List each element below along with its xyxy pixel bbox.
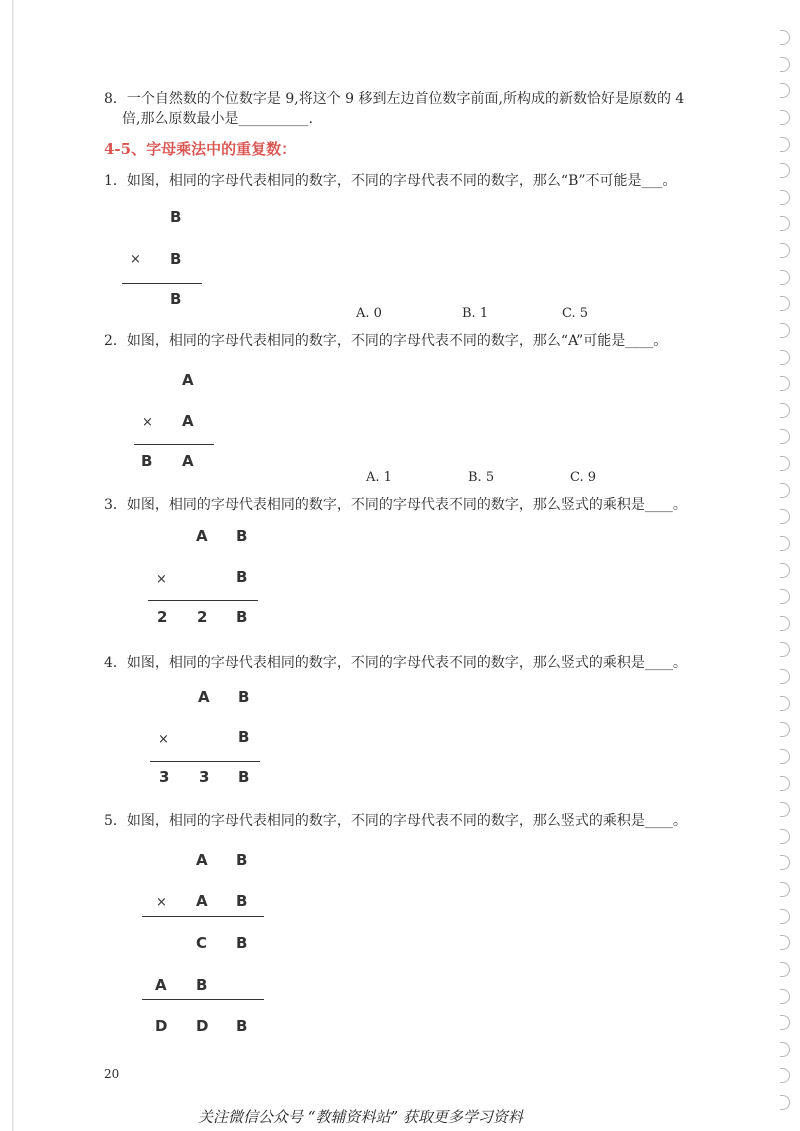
- problem-3-text: 3．如图，相同的字母代表相同的数字，不同的字母代表不同的数字，那么竖式的乘积是____。: [104, 497, 687, 513]
- binding-ring: [780, 989, 790, 1004]
- p2-times-sign: ×: [142, 415, 153, 430]
- p4-result-digit-3: B: [238, 768, 250, 786]
- p3-result-digit-3: B: [236, 608, 248, 626]
- p4-product-rule: [150, 761, 260, 762]
- problem-1-text: 1．如图，相同的字母代表相同的数字，不同的字母代表不同的数字，那么“B”不可能是___。: [104, 173, 677, 189]
- p2-product-rule: [134, 444, 214, 445]
- problem-2-text: 2．如图，相同的字母代表相同的数字，不同的字母代表不同的数字，那么“A”可能是____。: [104, 333, 668, 349]
- p1-option-b: B. 1: [462, 306, 489, 321]
- p3-times-sign: ×: [156, 572, 167, 587]
- p5-top-digit-2: B: [236, 851, 248, 869]
- binding-ring: [780, 642, 790, 657]
- binding-ring: [780, 296, 790, 311]
- section-title: 4-5、字母乘法中的重复数：: [104, 140, 297, 158]
- spiral-binding: [774, 30, 796, 1110]
- binding-ring: [780, 962, 790, 977]
- binding-ring: [780, 536, 790, 551]
- p3-multiplier-digit: B: [236, 568, 248, 586]
- binding-ring: [780, 589, 790, 604]
- p3-result-digit-2: 2: [197, 608, 208, 626]
- p5-multiplier-digit-2: B: [236, 892, 248, 910]
- p4-times-sign: ×: [158, 732, 169, 747]
- binding-ring: [780, 376, 790, 391]
- p4-top-digit-2: B: [238, 688, 250, 706]
- binding-ring: [780, 190, 790, 205]
- p1-multiplier-digit: B: [170, 250, 182, 268]
- p1-times-sign: ×: [130, 252, 141, 267]
- binding-ring: [780, 722, 790, 737]
- p2-multiplier-digit: A: [182, 412, 194, 430]
- binding-ring: [780, 323, 790, 338]
- p5-top-digit-1: A: [196, 851, 208, 869]
- binding-ring: [780, 483, 790, 498]
- binding-ring: [780, 855, 790, 870]
- binding-ring: [780, 403, 790, 418]
- p3-top-digit-1: A: [196, 527, 208, 545]
- problem-4-text: 4．如图，相同的字母代表相同的数字，不同的字母代表不同的数字，那么竖式的乘积是____。: [104, 655, 687, 671]
- binding-ring: [780, 1042, 790, 1057]
- p1-option-c: C. 5: [562, 306, 589, 321]
- page-number: 20: [104, 1067, 120, 1081]
- binding-ring: [780, 696, 790, 711]
- p5-partial2-digit-2: B: [196, 976, 208, 994]
- p5-sum-rule: [142, 999, 264, 1000]
- binding-ring: [780, 909, 790, 924]
- p2-result-digit-2: A: [182, 452, 194, 470]
- binding-ring: [780, 935, 790, 950]
- binding-ring: [780, 882, 790, 897]
- binding-ring: [780, 776, 790, 791]
- binding-ring: [780, 270, 790, 285]
- p3-product-rule: [148, 600, 258, 601]
- p4-top-digit-1: A: [198, 688, 210, 706]
- p2-option-b: B. 5: [468, 470, 495, 485]
- binding-ring: [780, 456, 790, 471]
- binding-ring: [780, 1068, 790, 1083]
- p2-result-digit-1: B: [141, 452, 153, 470]
- p5-partial1-digit-2: B: [236, 934, 248, 952]
- p5-result-digit-2: D: [196, 1017, 209, 1035]
- q8-line2: 倍,那么原数最小是__________.: [122, 111, 313, 127]
- binding-ring: [780, 216, 790, 231]
- problem-5-text: 5．如图，相同的字母代表相同的数字，不同的字母代表不同的数字，那么竖式的乘积是____。: [104, 813, 687, 829]
- p5-times-sign: ×: [156, 895, 167, 910]
- p4-result-digit-1: 3: [159, 768, 170, 786]
- p5-result-digit-1: D: [155, 1017, 168, 1035]
- binding-ring: [780, 829, 790, 844]
- binding-ring: [780, 1015, 790, 1030]
- p5-multiplier-digit-1: A: [196, 892, 208, 910]
- p5-multiply-rule: [142, 916, 264, 917]
- p5-partial2-digit-1: A: [155, 976, 167, 994]
- binding-ring: [780, 243, 790, 258]
- binding-ring: [780, 509, 790, 524]
- p3-top-digit-2: B: [236, 527, 248, 545]
- binding-ring: [780, 110, 790, 125]
- p4-result-digit-2: 3: [199, 768, 210, 786]
- p2-option-c: C. 9: [570, 470, 597, 485]
- binding-ring: [780, 57, 790, 72]
- binding-ring: [780, 563, 790, 578]
- p3-result-digit-1: 2: [157, 608, 168, 626]
- binding-ring: [780, 83, 790, 98]
- p2-option-a: A. 1: [366, 470, 392, 485]
- p5-partial1-digit-1: C: [196, 934, 208, 952]
- binding-ring: [780, 749, 790, 764]
- p1-top-digit: B: [170, 208, 182, 226]
- binding-ring: [780, 1095, 790, 1110]
- binding-ring: [780, 429, 790, 444]
- q8-line1: 8．一个自然数的个位数字是 9,将这个 9 移到左边首位数字前面,所构成的新数恰好是原数的 4: [104, 91, 685, 107]
- binding-ring: [780, 163, 790, 178]
- binding-ring: [780, 350, 790, 365]
- p5-result-digit-3: B: [236, 1017, 248, 1035]
- p2-top-digit: A: [182, 371, 194, 389]
- p4-multiplier-digit: B: [238, 728, 250, 746]
- binding-ring: [780, 669, 790, 684]
- page-gutter: [12, 0, 14, 1131]
- binding-ring: [780, 802, 790, 817]
- p1-result-digit: B: [170, 290, 182, 308]
- p1-product-rule: [122, 283, 202, 284]
- footer-note: 关注微信公众号 “教辅资料站” 获取更多学习资料: [198, 1108, 523, 1126]
- binding-ring: [780, 616, 790, 631]
- binding-ring: [780, 137, 790, 152]
- p1-option-a: A. 0: [356, 306, 382, 321]
- binding-ring: [780, 30, 790, 45]
